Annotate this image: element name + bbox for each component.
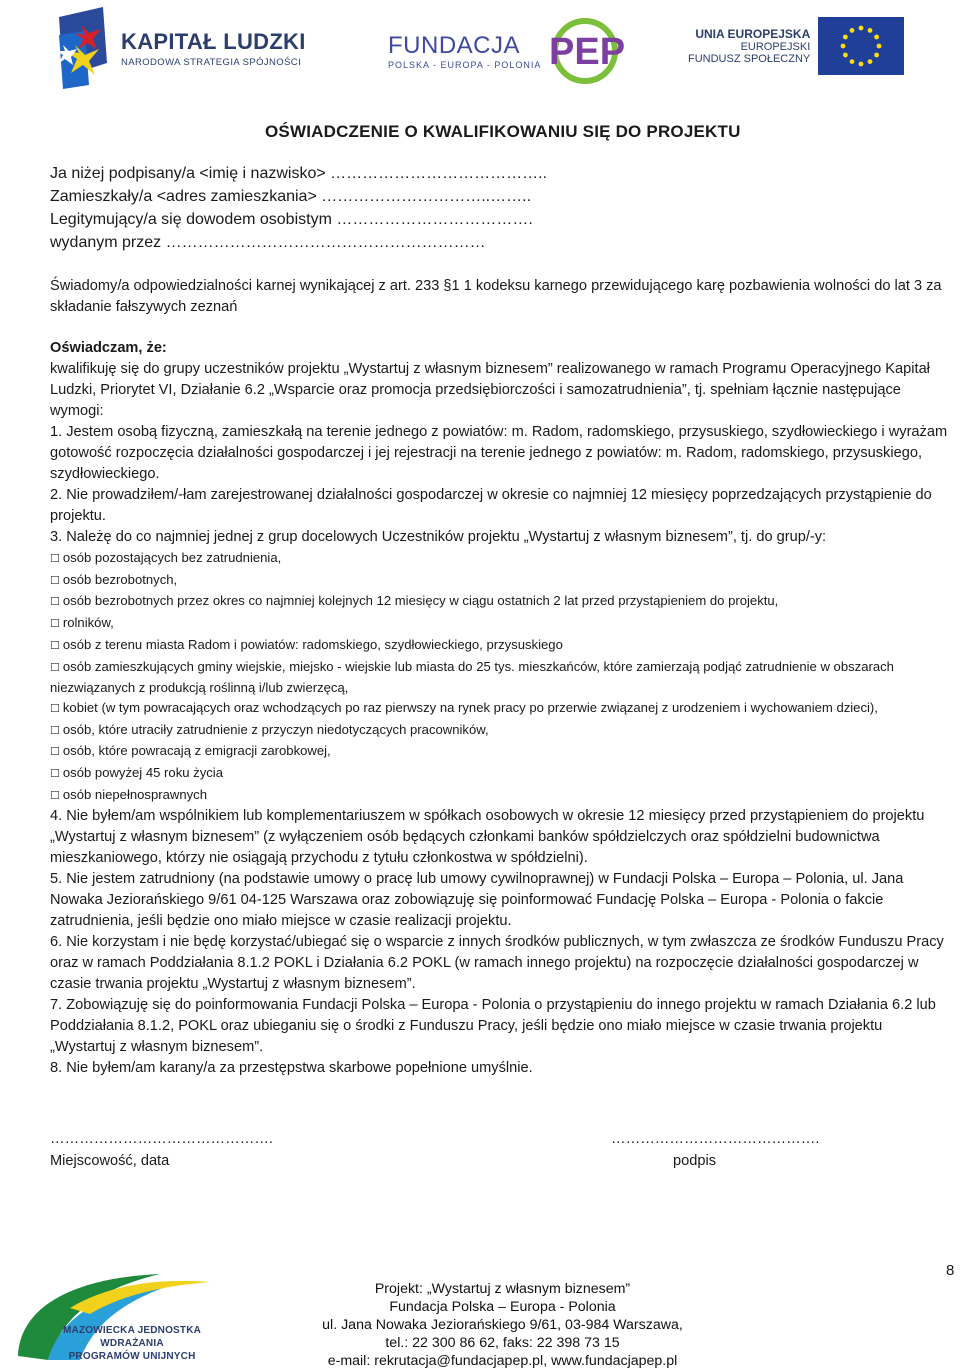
target-group-item: ☐ osób powyżej 45 roku życia (50, 763, 950, 785)
eu-line-1: UNIA EUROPEJSKA (695, 27, 811, 41)
footer-contact: e-mail: rekrutacja@fundacjapep.pl, www.fundacjapep.pl (327, 1353, 678, 1369)
requirement-4: 4. Nie byłem/am wspólnikiem lub komplementariuszem w spółkach osobowych w okresie 12 miesięcy przed przystąpieniem do projektu „Wystartuj z własnym biznesem” (z wyłączeniem osób będących członkami banków spółdzielczych oraz spółdzielni budownictwa mieszkaniowego, którzy nie osiągają przychodu z tytułu członkostwa w spółdzielni). (50, 808, 925, 867)
target-group-item: ☐ osób, które utraciły zatrudnienie z przyczyn niedotyczących pracowników, (50, 720, 950, 742)
checkbox-icon: ☐ (50, 724, 60, 737)
pep-subtitle: POLSKA - EUROPA - POLONIA (388, 60, 542, 70)
checkbox-icon: ☐ (50, 789, 60, 802)
requirement-3: 3. Należę do co najmniej jednej z grup docelowych Uczestników projektu „Wystartuj z własnym biznesem”, tj. do grup/-y: (50, 529, 827, 545)
eu-line-3: FUNDUSZ SPOŁECZNY (688, 53, 811, 65)
signature-block (611, 1128, 819, 1172)
footer-project: Projekt: „Wystartuj z własnym biznesem” (374, 1281, 631, 1297)
checkbox-icon: ☐ (50, 661, 60, 674)
eu-star (874, 35, 879, 40)
eu-star (859, 62, 864, 67)
checkbox-icon: ☐ (50, 574, 60, 587)
issued-field-line: wydanym przez …………………………………………………… (50, 234, 486, 251)
target-group-item: ☐ osób, które powracają z emigracji zarobkowej, (50, 741, 950, 763)
requirement-5: 5. Nie jestem zatrudniony (na podstawie umowy o pracę lub umowy cywilnoprawnej) w Fundacji Polska – Europa – Polonia, ul. Jana Nowaka Jeziorańskiego 9/61 04-125 Warszawa oraz zobowiązuję się poinformować Fundację Polska – Europa - Polonia o fakcie zatrudnienia, jeśli będzie ono miało miejsce w czasie realizacji projektu. (50, 871, 904, 930)
pep-mark-icon (545, 18, 637, 84)
target-group-item: ☐ osób pozostających bez zatrudnienia, (50, 548, 950, 570)
checkbox-icon: ☐ (50, 746, 60, 759)
eu-star (859, 26, 864, 31)
target-group-item: ☐ kobiet (w tym powracających oraz wchodzących po raz pierwszy na rynek pracy po przerwie związanej z urodzeniem i wychowaniem dzieci), (50, 698, 950, 720)
awareness-paragraph: Świadomy/a odpowiedzialności karnej wynikającej z art. 233 §1 1 kodeksu karnego przewidującego karę pozbawienia wolności do lat 3 za składanie fałszywych zeznań (50, 278, 942, 315)
id-field-line: Legitymujący/a się dowodem osobistym ………………………………. (50, 211, 533, 228)
target-group-item: ☐ rolników, (50, 613, 950, 635)
mjwpu-line-3: PROGRAMÓW UNIJNYCH (68, 1351, 196, 1362)
kl-title: KAPITAŁ LUDZKI (121, 28, 306, 54)
signature-label: podpis (673, 1153, 717, 1169)
page-footer (270, 1280, 735, 1370)
checkbox-icon: ☐ (50, 768, 60, 781)
eu-star (868, 28, 873, 33)
requirement-7: 7. Zobowiązuję się do poinformowania Fundacji Polska – Europa - Polonia o przystąpieniu do innego projektu w ramach Działania 6.2 lub Poddziałania 8.1.2, POKL oraz ubieganiu się o środki z Funduszu Pracy, jeśli będzie ono miało miejsce w czasie trwania projektu „Wystartuj z własnym biznesem”. (50, 997, 936, 1056)
kapital-ludzki-emblem-icon (55, 5, 113, 91)
pep-mark-text: PEP (549, 31, 626, 73)
target-groups-list (50, 548, 950, 806)
requirement-6: 6. Nie korzystam i nie będę korzystać/ubiegać się o wsparcie z innych środków publicznych, w tym zwłaszcza ze środków Funduszu Pracy oraz w ramach Poddziałania 8.1.2 POKL i Działania 6.2 POKL (w ramach innego projektu) na rozpoczęcie działalności gospodarczej w czasie trwania projektu „Wystartuj z własnym biznesem”. (50, 934, 944, 993)
eu-star (843, 35, 848, 40)
checkbox-icon: ☐ (50, 596, 60, 609)
declare-heading: Oświadczam, że: (50, 340, 167, 356)
signature-dots: ……………………………………. (611, 1131, 820, 1147)
target-group-item: ☐ osób zamieszkujących gminy wiejskie, miejsko - wiejskie lub miasta do 25 tys. mieszkańców, które zamierzają podjąć zatrudnienie w obszarach niezwiązanych z produkcją roślinną i/lub zwierzęcą, (50, 658, 894, 696)
name-field-line: Ja niżej podpisany/a <imię i nazwisko> ………………………………….. (50, 165, 548, 182)
mjwpu-line-1: MAZOWIECKA JEDNOSTKA (63, 1325, 202, 1336)
eu-line-2: EUROPEJSKI (740, 41, 811, 53)
target-group-item: ☐ osób bezrobotnych, (50, 570, 950, 592)
eu-star (868, 59, 873, 64)
target-group-item: ☐ osób niepełnosprawnych (50, 785, 950, 807)
address-field-line: Zamieszkały/a <adres zamieszkania> …………………………..…….. (50, 188, 532, 205)
requirement-8: 8. Nie byłem/am karany/a za przestępstwa skarbowe popełnione umyślnie. (50, 1060, 533, 1077)
place-date-dots: ………………………………………. (50, 1131, 273, 1147)
place-date-label: Miejscowość, data (50, 1153, 170, 1169)
kapital-ludzki-logo (55, 4, 306, 92)
eu-star (850, 28, 855, 33)
place-date-signature (50, 1128, 273, 1172)
pep-title: FUNDACJA (388, 32, 521, 59)
checkbox-icon: ☐ (50, 553, 60, 565)
page-number: 8 (946, 1262, 955, 1279)
eu-flag-icon (818, 17, 904, 75)
declare-paragraph: kwalifikuję się do grupy uczestników projektu „Wystartuj z własnym biznesem” realizowanego w ramach Programu Operacyjnego Kapitał Ludzki, Priorytet VI, Działanie 6.2 „Wsparcie oraz promocja przedsiębiorczości i samozatrudnienia”, tj. spełniam łącznie następujące wymogi: (50, 361, 930, 419)
requirement-2: 2. Nie prowadziłem/-łam zarejestrowanej działalności gospodarczej w okresie co najmniej 12 miesięcy poprzedzających przystąpienie do projektu. (50, 487, 932, 524)
document-title: OŚWIADCZENIE O KWALIFIKOWANIU SIĘ DO PROJEKTU (265, 122, 741, 141)
eu-star (843, 53, 848, 58)
checkbox-icon: ☐ (50, 639, 60, 652)
footer-address: ul. Jana Nowaka Jeziorańskiego 9/61, 03-984 Warszawa, (322, 1317, 683, 1333)
document-body (50, 162, 950, 1079)
eu-star (877, 44, 882, 49)
target-group-item: ☐ osób z terenu miasta Radom i powiatów: radomskiego, szydłowieckiego, przysuskiego (50, 635, 950, 657)
requirement-1: 1. Jestem osobą fizyczną, zamieszkałą na terenie jednego z powiatów: m. Radom, radomskiego, przysuskiego, szydłowieckiego i wyrażam gotowość rozpoczęcia działalności gospodarczej i jej rejestracji na terenie jednego z powiatów: m. Radom, radomskiego, przysuskiego, szydłowieckiego. (50, 424, 948, 482)
footer-foundation: Fundacja Polska – Europa - Polonia (389, 1299, 616, 1315)
kl-subtitle: NARODOWA STRATEGIA SPÓJNOŚCI (121, 56, 302, 68)
checkbox-icon: ☐ (50, 618, 60, 631)
target-group-item: ☐ osób bezrobotnych przez okres co najmniej kolejnych 12 miesięcy w ciągu ostatnich 2 lat przed przystąpieniem do projektu, (50, 591, 950, 613)
mjwpu-line-2: WDRAŻANIA (100, 1338, 164, 1349)
footer-phone: tel.: 22 300 86 62, faks: 22 398 73 15 (385, 1335, 620, 1351)
eu-logo (688, 16, 904, 76)
eu-star (841, 44, 846, 49)
eu-star (850, 59, 855, 64)
page-header (0, 0, 960, 100)
eu-star (874, 53, 879, 58)
mjwpu-logo (10, 1268, 215, 1364)
fundacja-pep-logo (388, 16, 637, 86)
checkbox-icon: ☐ (50, 702, 60, 715)
